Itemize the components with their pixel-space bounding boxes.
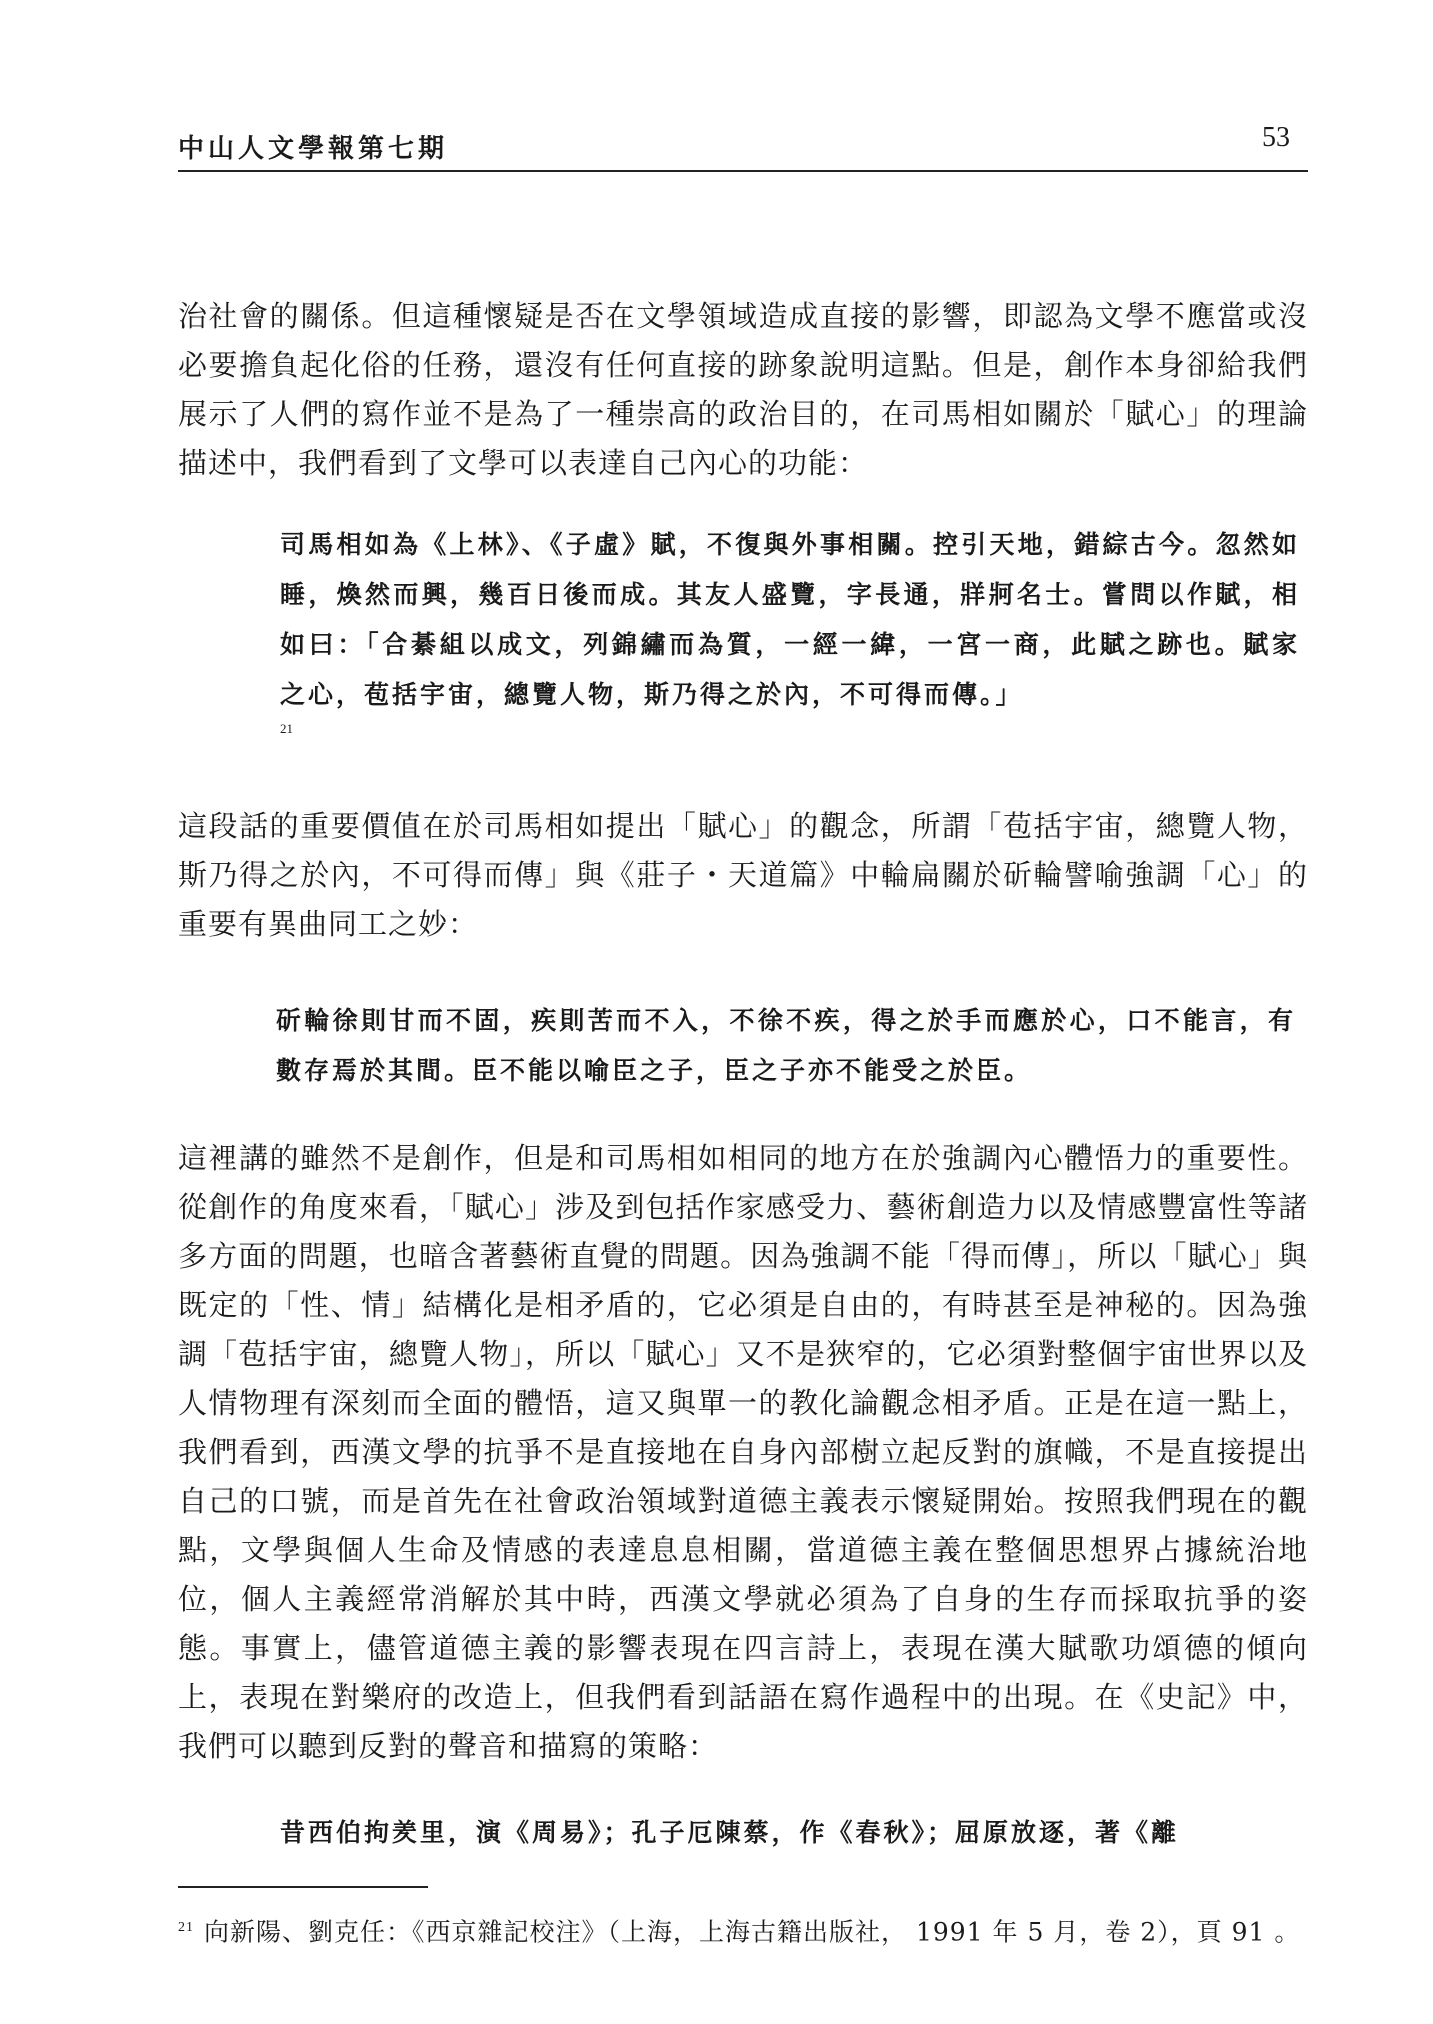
footnote: [178, 1905, 1308, 1955]
page-number: 53: [1262, 122, 1290, 153]
footnote-text: 向新陽、劉克任：《西京雜記校注》（上海，上海古籍出版社， 1991 年 5 月，卷 2），頁 91 。: [204, 1917, 1301, 1947]
running-header: [178, 122, 1308, 172]
header-rule: [178, 170, 1308, 172]
footnote-rule: [178, 1886, 428, 1888]
block-quote-1-text: 司馬相如為《上林》、《子虛》賦，不復與外事相關。控引天地，錯綜古今。忽然如睡，煥然而興，幾百日後而成。其友人盛覽，字長通，牂牁名士。嘗問以作賦，相如曰：「合綦組以成文，列錦繡而為質，一經一緯，一宮一商，此賦之跡也。賦家之心，苞括宇宙，總覽人物，斯乃得之於內，不可得而傳。」: [280, 530, 1300, 709]
block-quote-3: 昔西伯拘羑里，演《周易》；孔子厄陳蔡，作《春秋》；屈原放逐，著《離: [280, 1818, 1180, 1847]
block-quote-1: [280, 520, 1300, 738]
body-paragraph-2: 這段話的重要價值在於司馬相如提出「賦心」的觀念，所謂「苞括宇宙，總覽人物，斯乃得之於內，不可得而傳」與《莊子・天道篇》中輪扁關於斫輪譬喻強調「心」的重要有異曲同工之妙：: [178, 809, 1308, 941]
body-paragraph-3: 這裡講的雖然不是創作，但是和司馬相如相同的地方在於強調內心體悟力的重要性。從創作的角度來看，「賦心」涉及到包括作家感受力、藝術創造力以及情感豐富性等諸多方面的問題，也暗含著藝術直覺的問題。因為強調不能「得而傳」，所以「賦心」與既定的「性、情」結構化是相矛盾的，它必須是自由的，有時甚至是神秘的。因為強調「苞括宇宙，總覽人物」，所以「賦心」又不是狹窄的，它必須對整個宇宙世界以及人情物理有深刻而全面的體悟，這又與單一的教化論觀念相矛盾。正是在這一點上，我們看到，西漢文學的抗爭不是直接地在自身內部樹立起反對的旗幟，不是直接提出自己的口號，而是首先在社會政治領域對道德主義表示懷疑開始。按照我們現在的觀點，文學與個人生命及情感的表達息息相關，當道德主義在整個思想界占據統治地位，個人主義經常消解於其中時，西漢文學就必須為了自身的生存而採取抗爭的姿態。事實上，儘管道德主義的影響表現在四言詩上，表現在漢大賦歌功頌德的傾向上，表現在對樂府的改造上，但我們看到話語在寫作過程中的出現。在《史記》中，我們可以聽到反對的聲音和描寫的策略：: [178, 1141, 1308, 1763]
body-paragraph-1: 治社會的關係。但這種懷疑是否在文學領域造成直接的影響，即認為文學不應當或沒必要擔負起化俗的任務，還沒有任何直接的跡象說明這點。但是，創作本身卻給我們展示了人們的寫作並不是為了一種崇高的政治目的，在司馬相如關於「賦心」的理論描述中，我們看到了文學可以表達自己內心的功能：: [178, 299, 1308, 480]
footnote-number: 21: [178, 1920, 194, 1935]
block-quote-2: 斫輪徐則甘而不固，疾則苦而不入，不徐不疾，得之於手而應於心，口不能言，有數存焉於其間。臣不能以喻臣之子，臣之子亦不能受之於臣。: [276, 1006, 1296, 1085]
journal-title: 中山人文學報第七期: [178, 134, 449, 164]
footnote-reference: 21: [280, 721, 293, 736]
